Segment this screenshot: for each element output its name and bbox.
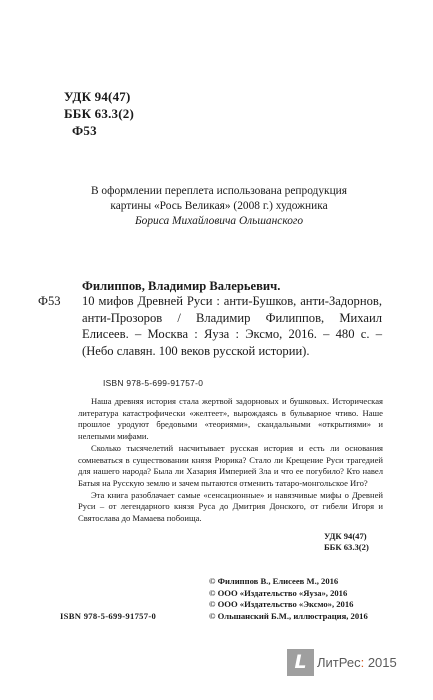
annotation-paragraph-2: Сколько тысячелетий насчитывает русская история и есть ли основания сомневаться в существовании князя Рюрика? Стало ли Крещение Руси трагедией для нашего народа? Была ли Хазария Империей Зла и что ее погубило? Кто навел Батыя на Русскую землю и зачем пытаются отменить татаро-монгольское Иго?	[78, 442, 383, 488]
footer-udk: УДК 94(47)	[324, 531, 367, 541]
catalog-isbn: ISBN 978-5-699-91757-0	[103, 378, 204, 388]
cover-notice-line-1: В оформлении переплета использована репродукция	[90, 185, 348, 197]
litres-logo-text	[317, 649, 397, 676]
cover-notice-artist: Бориса Михайловича Ольшанского	[134, 215, 304, 227]
copyright-line: © ООО «Издательство «Эксмо», 2016	[209, 599, 354, 610]
footer-codes	[324, 531, 369, 553]
catalog-author-heading: Филиппов, Владимир Валерьевич.	[82, 279, 281, 293]
classification-block	[64, 88, 134, 139]
copyright-line: © Филиппов В., Елисеев М., 2016	[209, 576, 339, 586]
annotation	[78, 396, 383, 525]
cover-notice-line-2: картины «Рось Великая» (2008 г.) художника	[110, 200, 328, 212]
annotation-paragraph-1: Наша древняя история стала жертвой задорновых и бушковых. Историческая литература катастрофически «желтеет», вырождаясь в бульварное чтиво. Наше прошлое уродуют бредовыми «теориями», скандальными «открытиями» и нелепыми мифами.	[78, 396, 383, 442]
udk-code: УДК 94(47)	[64, 89, 131, 104]
litres-logo-icon	[287, 649, 314, 676]
litres-logo-letter: L	[294, 651, 307, 673]
litres-watermark	[287, 649, 407, 677]
copyright-line: © ООО «Издательство «Яуза», 2016	[209, 587, 348, 598]
isbn-bottom: ISBN 978-5-699-91757-0	[60, 611, 157, 621]
catalog-code: Ф53	[38, 294, 61, 308]
annotation-paragraph-3: Эта книга разоблачает самые «сенсационные» и навязчивые мифы о Древней Руси – от легендарного князя Руса до Дмитрия Донского, от гибели Игоря и Святослава до Мамаева побоища.	[78, 489, 383, 524]
litres-logo-tail: 2015	[364, 655, 397, 670]
footer-bbk: ББК 63.3(2)	[324, 542, 369, 552]
litres-logo-main: ЛитРес	[317, 655, 361, 670]
catalog-description	[82, 293, 382, 359]
copyright-line: © Ольшанский Б.М., иллюстрация, 2016	[209, 611, 368, 622]
cover-notice	[60, 184, 378, 229]
catalog-description-text: 10 мифов Древней Руси : анти-Бушков, анти-Задорнов, анти-Прозоров / Владимир Филиппов, Михаил Елисеев. – Москва : Яуза : Эксмо, 2016. – 480 с. – (Небо славян. 100 веков русской истории).	[82, 294, 382, 358]
litres-logo-dot: :	[360, 655, 365, 670]
copyright-block	[209, 576, 368, 623]
author-mark: Ф53	[72, 123, 97, 138]
bbk-code: ББК 63.3(2)	[64, 106, 134, 121]
